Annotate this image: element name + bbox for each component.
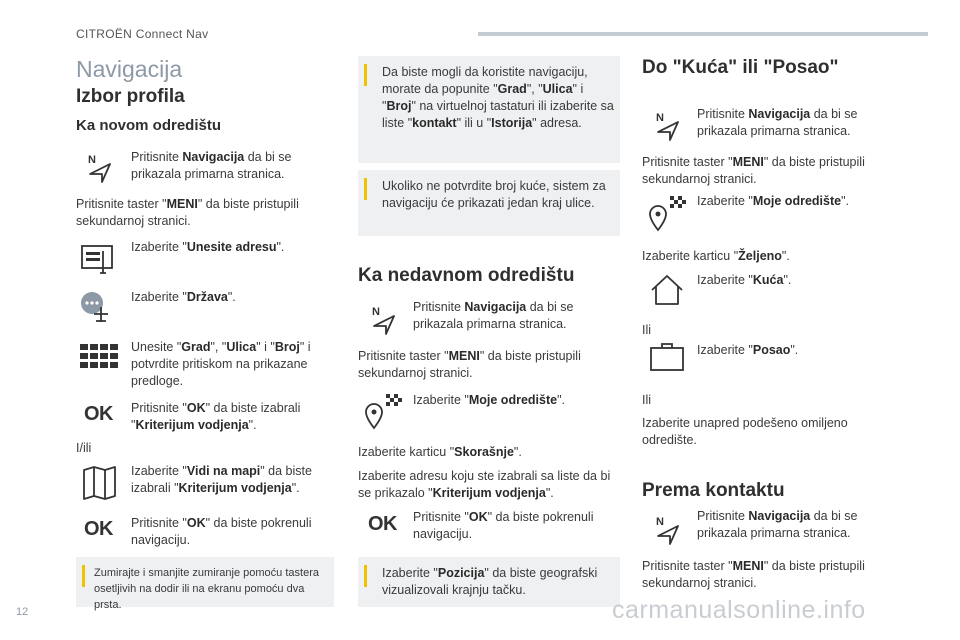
paragraph: Pritisnite taster "MENI" da biste pristupili sekundarnoj stranici. xyxy=(642,155,865,186)
paragraph: Izaberite karticu "Željeno". xyxy=(642,249,790,263)
paragraph: Pritisnite taster "MENI" da biste pristupili sekundarnoj stranici. xyxy=(358,349,581,380)
step-text: Izaberite "Vidi na mapi" da biste izabrali "Kriterijum vodjenja". xyxy=(131,464,312,495)
info-note xyxy=(358,170,620,236)
address-entry-icon xyxy=(80,243,116,275)
north-letter: N xyxy=(372,306,380,318)
paragraph: Pritisnite taster "MENI" da biste pristupili sekundarnoj stranici. xyxy=(642,559,865,590)
north-letter: N xyxy=(656,112,664,124)
map-view-icon xyxy=(82,466,118,500)
tip-text: Zumirajte i smanjite zumiranje pomoću tastera osetljivih na dodir ili na ekranu pomoću dva prsta. xyxy=(94,567,319,611)
step-text: Unesite "Grad", "Ulica" i "Broj" i potvrdite pritiskom na prikazane predloge. xyxy=(131,340,311,388)
info-note xyxy=(358,56,620,163)
step-text: Pritisnite "OK" da biste izabrali "Kriterijum vodjenja". xyxy=(131,401,301,432)
step-text: Izaberite "Država". xyxy=(131,290,236,304)
ok-button-icon: OK xyxy=(84,518,113,540)
paragraph: Pritisnite taster "MENI" da biste pristupili sekundarnoj stranici. xyxy=(76,197,299,228)
step-text: Izaberite "Moje odredište". xyxy=(697,194,849,208)
step-text: Izaberite "Kuća". xyxy=(697,273,792,287)
or-label: Ili xyxy=(642,393,652,407)
checkered-flag-destination-icon xyxy=(364,394,404,430)
ok-button-icon: OK xyxy=(84,403,113,425)
tip-note xyxy=(358,557,620,607)
manual-brand-header: CITROËN Connect Nav xyxy=(76,27,209,41)
step-text: Pritisnite "OK" da biste pokrenuli navigaciju. xyxy=(413,510,594,541)
watermark: carmanualsonline.info xyxy=(612,596,866,624)
briefcase-icon xyxy=(650,342,684,372)
navigation-arrow-icon xyxy=(86,152,114,184)
step-text: Izaberite "Posao". xyxy=(697,343,799,357)
step-text: Izaberite "Unesite adresu". xyxy=(131,240,285,254)
page-number: 12 xyxy=(16,606,29,618)
checkered-flag-destination-icon xyxy=(648,196,688,232)
or-label: Ili xyxy=(642,323,652,337)
country-globe-icon xyxy=(80,290,116,326)
step-text: Pritisnite "OK" da biste pokrenuli navigaciju. xyxy=(131,516,312,547)
or-label: I/ili xyxy=(76,441,92,455)
step-text: Pritisnite Navigacija da bi se prikazala primarna stranica. xyxy=(697,509,858,540)
info-text: Da biste mogli da koristite navigaciju, morate da popunite "Grad", "Ulica" i "Broj" na virtuelnoj tastaturi ili izaberite sa liste "kontakt" ili u "Istorija" adresa. xyxy=(382,65,614,130)
navigation-arrow-icon xyxy=(654,514,682,546)
section-title: Prema kontaktu xyxy=(642,480,785,501)
keyboard-grid-icon xyxy=(80,344,120,374)
section-title: Izbor profila xyxy=(76,86,185,107)
north-letter: N xyxy=(656,516,664,528)
step-text: Pritisnite Navigacija da bi se prikazala primarna stranica. xyxy=(413,300,574,331)
navigation-arrow-icon xyxy=(370,304,398,336)
paragraph: Izaberite karticu "Skorašnje". xyxy=(358,445,522,459)
section-title: Ka nedavnom odredištu xyxy=(358,265,575,286)
subsection-title: Ka novom odredištu xyxy=(76,117,222,134)
tip-note xyxy=(76,557,334,611)
ok-button-icon: OK xyxy=(368,513,397,535)
navigation-arrow-icon xyxy=(654,110,682,142)
step-text: Pritisnite Navigacija da bi se prikazala primarna stranica. xyxy=(131,150,292,181)
info-text: Ukoliko ne potvrdite broj kuće, sistem za navigaciju će prikazati jedan kraj ulice. xyxy=(382,179,606,210)
section-title: Do "Kuća" ili "Posao" xyxy=(642,57,839,78)
paragraph: Izaberite unapred podešeno omiljeno odredište. xyxy=(642,416,848,447)
paragraph: Izaberite adresu koju ste izabrali sa liste da bi se prikazalo "Kriterijum vodjenja". xyxy=(358,469,611,500)
step-text: Pritisnite Navigacija da bi se prikazala primarna stranica. xyxy=(697,107,858,138)
header-divider xyxy=(478,32,928,36)
north-letter: N xyxy=(88,154,96,166)
step-text: Izaberite "Moje odredište". xyxy=(413,393,565,407)
chapter-title: Navigacija xyxy=(76,56,183,82)
home-icon xyxy=(650,274,684,306)
tip-text: Izaberite "Pozicija" da biste geografski vizualizovali krajnju tačku. xyxy=(382,566,598,597)
